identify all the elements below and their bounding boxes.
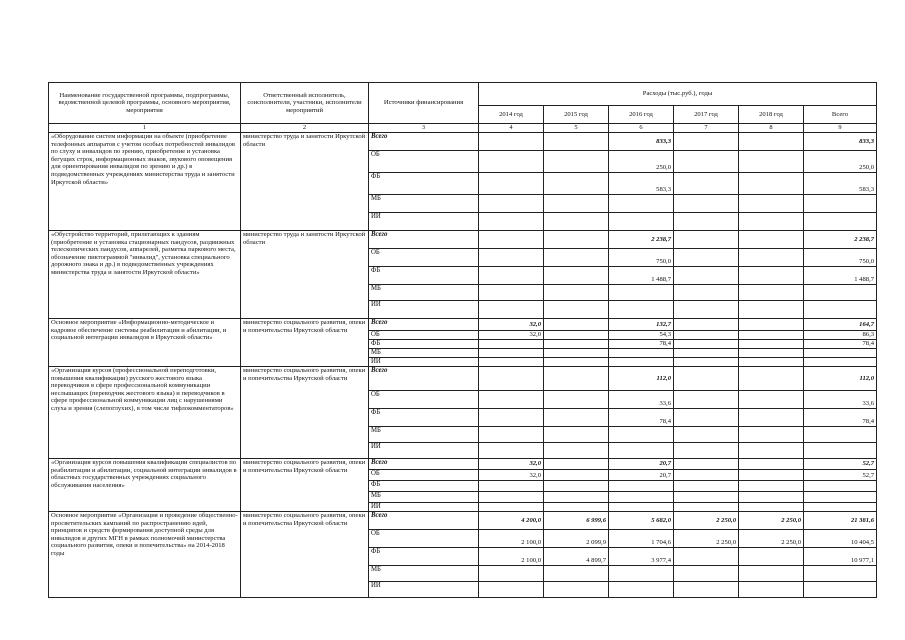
funding-source: ОБ <box>369 151 479 173</box>
value-year-cell <box>544 566 609 582</box>
value-year-cell <box>479 151 544 173</box>
value-year-cell <box>674 427 739 443</box>
funding-source: МБ <box>369 427 479 443</box>
funding-source: Всего <box>369 367 479 391</box>
value-year-cell: 833,3 <box>609 133 674 151</box>
header-funding-sources: Источники финансирования <box>369 83 479 124</box>
value-year-cell <box>479 582 544 598</box>
value-year-cell: 32,0 <box>479 470 544 481</box>
value-year-cell <box>479 409 544 427</box>
value-year-cell <box>739 349 804 358</box>
value-year-cell: 32,0 <box>479 459 544 470</box>
value-total-cell: 52,7 <box>804 470 877 481</box>
value-year-cell: 2 250,0 <box>674 512 739 530</box>
activity-description: Основное мероприятие «Информационно-методическое и кадровое обеспечение системы реабилитации и абилитации, и социальной интеграции инвалидов в Иркутской области» <box>49 319 241 367</box>
value-year-cell <box>674 492 739 503</box>
value-year-cell: 78,4 <box>609 340 674 349</box>
budget-table <box>48 82 877 598</box>
funding-source: ИИ <box>369 503 479 512</box>
value-year-cell: 2 099,9 <box>544 530 609 548</box>
header-year: 2015 год <box>544 105 609 123</box>
value-year-cell: 2 238,7 <box>609 231 674 249</box>
value-total-cell <box>804 285 877 301</box>
value-total-cell <box>804 503 877 512</box>
value-year-cell <box>479 301 544 319</box>
value-total-cell: 164,7 <box>804 319 877 331</box>
value-year-cell <box>739 470 804 481</box>
value-total-cell: 78,4 <box>804 340 877 349</box>
value-total-cell: 78,4 <box>804 409 877 427</box>
value-year-cell <box>544 503 609 512</box>
value-year-cell: 32,0 <box>479 319 544 331</box>
activity-executor: министерство труда и занятости Иркутской области <box>241 231 369 319</box>
value-year-cell <box>674 548 739 566</box>
value-year-cell <box>479 367 544 391</box>
value-total-cell: 833,3 <box>804 133 877 151</box>
funding-source: ФБ <box>369 173 479 195</box>
value-year-cell <box>479 133 544 151</box>
value-year-cell: 3 977,4 <box>609 548 674 566</box>
value-year-cell <box>479 285 544 301</box>
funding-source: Всего <box>369 231 479 249</box>
value-year-cell: 2 250,0 <box>739 530 804 548</box>
value-total-cell: 250,0 <box>804 151 877 173</box>
value-year-cell: 1 488,7 <box>609 267 674 285</box>
value-year-cell <box>609 427 674 443</box>
value-total-cell <box>804 358 877 367</box>
value-year-cell <box>544 249 609 267</box>
value-year-cell <box>544 349 609 358</box>
value-year-cell <box>739 492 804 503</box>
value-year-cell <box>739 582 804 598</box>
value-year-cell: 750,0 <box>609 249 674 267</box>
value-year-cell <box>739 566 804 582</box>
value-year-cell <box>479 267 544 285</box>
value-year-cell <box>674 213 739 231</box>
funding-source: МБ <box>369 349 479 358</box>
value-year-cell <box>544 213 609 231</box>
value-year-cell <box>739 285 804 301</box>
value-year-cell <box>609 443 674 459</box>
value-year-cell <box>544 340 609 349</box>
activity-executor: министерство социального развития, опеки и попечительства Иркутской области <box>241 367 369 459</box>
table-row <box>49 367 877 391</box>
column-number: 2 <box>241 124 369 133</box>
header-program-name: Наименование государственной программы, подпрограммы, ведомственной целевой программы, основного мероприятия, мероприятия <box>49 83 241 124</box>
value-year-cell <box>609 582 674 598</box>
activity-description: «Организация курсов (профессиональной переподготовки, повышения квалификации) русского жестового языка переводчиков в сфере профессиональной коммуникации неслышащих (переводчик жестового языка) и переводчиков в сфере профессиональной коммуникации лиц с нарушениями слуха и зрения (слепоглухих), в том числе тифлокомментаторов» <box>49 367 241 459</box>
funding-source: ОБ <box>369 249 479 267</box>
value-total-cell <box>804 492 877 503</box>
value-year-cell <box>674 481 739 492</box>
value-year-cell <box>739 391 804 409</box>
value-year-cell <box>739 503 804 512</box>
column-number: 4 <box>479 124 544 133</box>
value-year-cell <box>739 331 804 340</box>
value-year-cell <box>674 195 739 213</box>
value-year-cell <box>674 503 739 512</box>
value-total-cell: 10 977,1 <box>804 548 877 566</box>
value-year-cell <box>609 213 674 231</box>
activity-executor: министерство труда и занятости Иркутской области <box>241 133 369 231</box>
value-year-cell <box>674 582 739 598</box>
value-year-cell <box>479 481 544 492</box>
table-row <box>49 231 877 249</box>
value-year-cell <box>609 301 674 319</box>
value-total-cell <box>804 349 877 358</box>
value-year-cell <box>479 391 544 409</box>
value-year-cell <box>479 231 544 249</box>
funding-source: МБ <box>369 492 479 503</box>
funding-source: ИИ <box>369 443 479 459</box>
value-year-cell <box>544 267 609 285</box>
value-year-cell: 33,6 <box>609 391 674 409</box>
table-body <box>49 133 877 598</box>
value-year-cell <box>674 267 739 285</box>
value-year-cell: 132,7 <box>609 319 674 331</box>
value-year-cell <box>674 358 739 367</box>
value-year-cell <box>674 151 739 173</box>
activity-description: «Оборудование систем информации на объекте (приобретение телефонных аппаратов с учетом особых потребностей инвалидов по слуху и инвалидов по зрению, приобретение и установка бегущих строк, информационных знаков, звукового оповещения для ориентирования инвалидов по зрению и др.) в подведомственных учреждениях министерства труда и занятости Иркутской области» <box>49 133 241 231</box>
value-year-cell <box>674 443 739 459</box>
value-year-cell <box>739 481 804 492</box>
value-total-cell <box>804 213 877 231</box>
value-year-cell <box>674 340 739 349</box>
value-year-cell <box>674 349 739 358</box>
value-year-cell <box>479 249 544 267</box>
value-year-cell <box>479 492 544 503</box>
header-year: 2018 год <box>739 105 804 123</box>
funding-source: Всего <box>369 512 479 530</box>
header-year: 2014 год <box>479 105 544 123</box>
value-year-cell <box>739 358 804 367</box>
value-total-cell <box>804 195 877 213</box>
value-year-cell <box>544 470 609 481</box>
funding-source: Всего <box>369 319 479 331</box>
value-year-cell <box>609 481 674 492</box>
value-year-cell <box>479 349 544 358</box>
value-year-cell <box>674 319 739 331</box>
value-year-cell <box>544 459 609 470</box>
funding-source: ИИ <box>369 301 479 319</box>
funding-source: ИИ <box>369 358 479 367</box>
funding-source: Всего <box>369 459 479 470</box>
value-year-cell <box>674 173 739 195</box>
value-total-cell: 86,3 <box>804 331 877 340</box>
value-year-cell <box>674 566 739 582</box>
value-year-cell <box>674 459 739 470</box>
value-year-cell <box>544 391 609 409</box>
value-year-cell: 112,0 <box>609 367 674 391</box>
value-year-cell: 250,0 <box>609 151 674 173</box>
value-year-cell <box>479 443 544 459</box>
value-year-cell <box>544 582 609 598</box>
value-year-cell: 6 999,6 <box>544 512 609 530</box>
value-year-cell <box>544 231 609 249</box>
value-year-cell: 2 250,0 <box>739 512 804 530</box>
value-year-cell <box>674 470 739 481</box>
value-year-cell <box>674 391 739 409</box>
value-year-cell: 1 704,6 <box>609 530 674 548</box>
value-year-cell <box>544 367 609 391</box>
value-total-cell <box>804 443 877 459</box>
header-executor: Ответственный исполнитель, соисполнители, участники, исполнители мероприятий <box>241 83 369 124</box>
value-year-cell <box>544 358 609 367</box>
value-year-cell <box>739 195 804 213</box>
header-year: 2016 год <box>609 105 674 123</box>
value-year-cell <box>544 409 609 427</box>
value-year-cell <box>739 443 804 459</box>
value-total-cell: 750,0 <box>804 249 877 267</box>
value-year-cell <box>739 133 804 151</box>
value-year-cell <box>739 319 804 331</box>
funding-source: МБ <box>369 285 479 301</box>
value-total-cell: 112,0 <box>804 367 877 391</box>
value-year-cell <box>739 151 804 173</box>
value-year-cell <box>609 285 674 301</box>
value-year-cell <box>674 331 739 340</box>
value-year-cell <box>544 427 609 443</box>
value-year-cell <box>739 459 804 470</box>
value-year-cell <box>739 267 804 285</box>
value-year-cell <box>674 409 739 427</box>
value-total-cell: 33,6 <box>804 391 877 409</box>
table-row <box>49 133 877 151</box>
value-total-cell <box>804 301 877 319</box>
value-total-cell: 21 381,6 <box>804 512 877 530</box>
value-year-cell <box>739 301 804 319</box>
value-year-cell: 2 100,0 <box>479 548 544 566</box>
value-year-cell <box>739 367 804 391</box>
value-total-cell: 52,7 <box>804 459 877 470</box>
value-year-cell <box>674 249 739 267</box>
table-row <box>49 459 877 470</box>
value-year-cell <box>479 358 544 367</box>
value-year-cell <box>739 213 804 231</box>
value-year-cell <box>609 358 674 367</box>
column-number: 5 <box>544 124 609 133</box>
table-row <box>49 512 877 530</box>
value-year-cell <box>739 340 804 349</box>
value-year-cell <box>609 566 674 582</box>
value-year-cell: 4 200,0 <box>479 512 544 530</box>
value-total-cell: 1 488,7 <box>804 267 877 285</box>
value-year-cell <box>479 173 544 195</box>
funding-source: ОБ <box>369 391 479 409</box>
value-year-cell <box>544 331 609 340</box>
value-year-cell <box>544 443 609 459</box>
activity-description: «Организация курсов повышения квалификации специалистов по реабилитации и абилитации, социальной интеграции инвалидов в областных государственных учреждениях социального обслуживания населения» <box>49 459 241 512</box>
value-year-cell <box>544 173 609 195</box>
value-year-cell: 54,3 <box>609 331 674 340</box>
column-number: 6 <box>609 124 674 133</box>
funding-source: ФБ <box>369 409 479 427</box>
value-year-cell: 78,4 <box>609 409 674 427</box>
activity-executor: министерство социального развития, опеки и попечительства Иркутской области <box>241 319 369 367</box>
value-year-cell <box>544 195 609 213</box>
value-year-cell <box>479 195 544 213</box>
column-number-row <box>49 124 877 133</box>
funding-source: ИИ <box>369 582 479 598</box>
value-year-cell: 4 899,7 <box>544 548 609 566</box>
header-year: 2017 год <box>674 105 739 123</box>
value-total-cell <box>804 481 877 492</box>
value-year-cell <box>609 503 674 512</box>
value-year-cell <box>544 285 609 301</box>
activity-executor: министерство социального развития, опеки и попечительства Иркутской области <box>241 459 369 512</box>
value-year-cell <box>609 195 674 213</box>
funding-source: ИИ <box>369 213 479 231</box>
funding-source: ФБ <box>369 340 479 349</box>
value-year-cell <box>544 481 609 492</box>
value-year-cell: 20,7 <box>609 470 674 481</box>
value-year-cell: 2 250,0 <box>674 530 739 548</box>
value-year-cell <box>479 213 544 231</box>
value-year-cell <box>544 133 609 151</box>
funding-source: ОБ <box>369 470 479 481</box>
value-year-cell <box>479 340 544 349</box>
value-year-cell: 32,0 <box>479 331 544 340</box>
value-year-cell <box>739 173 804 195</box>
value-year-cell <box>544 301 609 319</box>
value-year-cell: 20,7 <box>609 459 674 470</box>
funding-source: МБ <box>369 566 479 582</box>
value-year-cell <box>739 427 804 443</box>
header-expenses: Расходы (тыс.руб.), годы <box>479 83 877 106</box>
value-year-cell <box>674 133 739 151</box>
value-year-cell <box>479 503 544 512</box>
value-year-cell <box>674 285 739 301</box>
column-number: 9 <box>804 124 877 133</box>
value-year-cell <box>739 548 804 566</box>
value-year-cell <box>674 231 739 249</box>
value-year-cell <box>544 492 609 503</box>
column-number: 8 <box>739 124 804 133</box>
funding-source: ФБ <box>369 481 479 492</box>
column-number: 3 <box>369 124 479 133</box>
value-year-cell <box>479 566 544 582</box>
column-number: 7 <box>674 124 739 133</box>
activity-description: «Обустройство территорий, прилегающих к зданиям (приобретение и установка стационарных пандусов, раздвижных телескопических пандусов, аппарелей, разметка паркового места, обозначение пиктограммой "инвалид", установка специального дорожного знака и др.) в подведомственных учреждениях министерства труда и занятости Иркутской области» <box>49 231 241 319</box>
value-year-cell <box>739 249 804 267</box>
value-total-cell: 10 404,5 <box>804 530 877 548</box>
value-year-cell: 2 100,0 <box>479 530 544 548</box>
value-year-cell <box>739 231 804 249</box>
activity-executor: министерство социального развития, опеки и попечительства Иркутской области <box>241 512 369 598</box>
document-page <box>48 82 876 598</box>
value-year-cell <box>609 492 674 503</box>
value-year-cell <box>674 301 739 319</box>
value-year-cell <box>479 427 544 443</box>
header-row-1 <box>49 83 877 106</box>
funding-source: Всего <box>369 133 479 151</box>
value-year-cell <box>609 349 674 358</box>
value-total-cell: 583,3 <box>804 173 877 195</box>
header-total: Всего <box>804 105 877 123</box>
value-total-cell: 2 238,7 <box>804 231 877 249</box>
funding-source: ОБ <box>369 530 479 548</box>
table-row <box>49 319 877 331</box>
value-year-cell: 5 682,0 <box>609 512 674 530</box>
funding-source: МБ <box>369 195 479 213</box>
funding-source: ФБ <box>369 267 479 285</box>
value-year-cell <box>544 151 609 173</box>
value-year-cell: 583,3 <box>609 173 674 195</box>
funding-source: ФБ <box>369 548 479 566</box>
activity-description: Основное мероприятие «Организация и проведение общественно-просветительских кампаний по распространению идей, принципов и средств формирования доступной среды для инвалидов и других МГН в рамках полномочий министерства социального развития, опеки и попечительства» на 2014-2018 годы <box>49 512 241 598</box>
value-total-cell <box>804 566 877 582</box>
value-total-cell <box>804 427 877 443</box>
value-total-cell <box>804 582 877 598</box>
value-year-cell <box>544 319 609 331</box>
value-year-cell <box>674 367 739 391</box>
funding-source: ОБ <box>369 331 479 340</box>
column-number: 1 <box>49 124 241 133</box>
value-year-cell <box>739 409 804 427</box>
